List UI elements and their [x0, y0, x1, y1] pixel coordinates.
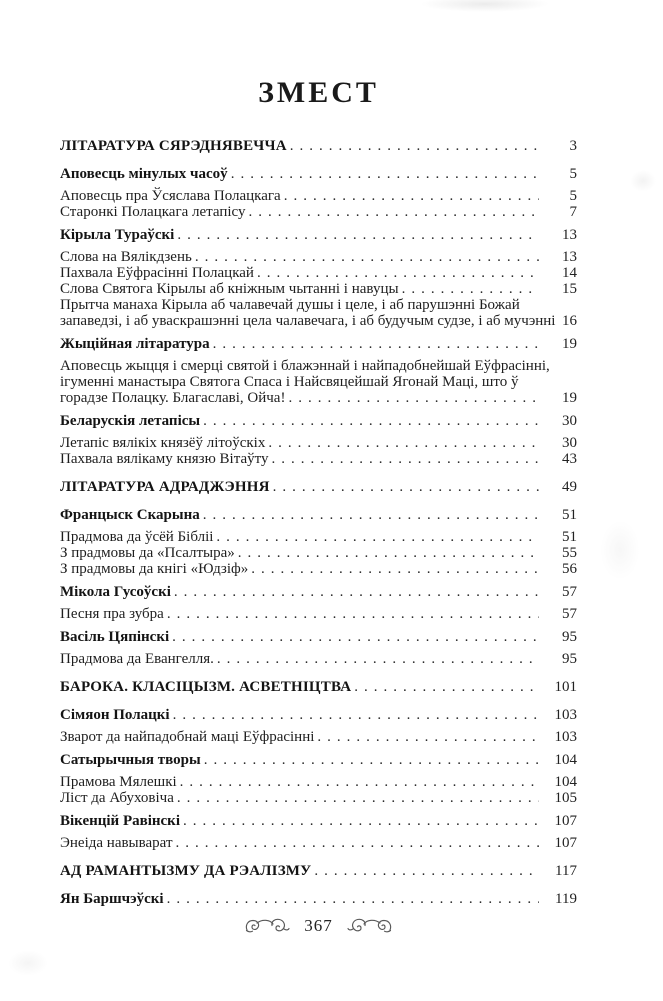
dot-leader [176, 835, 539, 851]
entry-page-number: 55 [562, 545, 577, 561]
dot-leader [172, 629, 539, 645]
dot-leader [249, 204, 539, 220]
page-title: ЗМЕСТ [258, 76, 379, 109]
entry-label: Беларускія летапісы [60, 413, 201, 429]
entry-label: Мікола Гусоўскі [60, 584, 171, 600]
entry-page-number: 101 [554, 679, 577, 695]
toc-entry [60, 545, 577, 561]
entry-label: запаведзі, і аб уваскрашэнні цела чалавечага, і аб будучым судзе, і аб мучэнні [60, 313, 556, 329]
dot-leader [402, 281, 539, 297]
entry-label: Прадмова да ўсёй Бібліі [60, 529, 214, 545]
dot-leader [204, 752, 539, 768]
toc-entry [60, 413, 577, 429]
dot-leader [213, 336, 539, 352]
dot-leader [195, 249, 539, 265]
entry-label: Жыційная літаратура [60, 336, 210, 352]
dot-leader [203, 413, 539, 429]
entry-label: Слова на Вялікдзень [60, 249, 192, 265]
entry-label: горадзе Полацку. Благаславі, Ойча! [60, 390, 286, 406]
toc-entry [60, 281, 577, 297]
entry-page-number: 3 [569, 138, 577, 154]
entry-page-number: 103 [554, 707, 577, 723]
entry-label: Сатырычныя творы [60, 752, 201, 768]
dot-leader [216, 529, 539, 545]
toc-entry [60, 166, 577, 182]
dot-leader [251, 561, 539, 577]
toc-entry-continuation: Аповесць жыцця і смерці святой і блажэннай і найпадобнейшай Еўфрасінні, [60, 358, 550, 374]
dot-leader [314, 863, 539, 879]
dot-leader [290, 138, 539, 154]
toc-entry [60, 188, 577, 204]
entry-page-number: 16 [562, 313, 577, 329]
toc-entry [60, 651, 577, 667]
toc-entry [60, 679, 577, 695]
toc-entry [60, 265, 577, 281]
entry-page-number: 51 [562, 507, 577, 523]
entry-page-number: 30 [562, 435, 577, 451]
toc-entry [60, 584, 577, 600]
entry-page-number: 15 [562, 281, 577, 297]
entry-label: Ян Баршчэўскі [60, 891, 164, 907]
entry-page-number: 57 [562, 606, 577, 622]
dot-leader [167, 606, 539, 622]
entry-label: Францыск Скарына [60, 507, 200, 523]
entry-page-number: 107 [554, 835, 577, 851]
toc-entry [60, 752, 577, 768]
toc-entry [60, 529, 577, 545]
entry-label: Энеіда навыварат [60, 835, 173, 851]
dot-leader [268, 435, 539, 451]
entry-label: Вікенцій Равінскі [60, 813, 180, 829]
toc-entry [60, 729, 577, 745]
entry-page-number: 13 [562, 227, 577, 243]
dot-leader [183, 813, 539, 829]
toc-entry-continuation: Прытча манаха Кірыла аб чалавечай душы і целе, і аб парушэнні Божай [60, 297, 520, 313]
toc-entry [60, 629, 577, 645]
flourish-left-icon [244, 917, 290, 935]
entry-label: З прадмовы да кнігі «Юдзіф» [60, 561, 249, 577]
toc-entry [60, 479, 577, 495]
entry-page-number: 13 [562, 249, 577, 265]
toc-entry [60, 204, 577, 220]
toc-entry [60, 891, 577, 907]
entry-label: ЛІТАРАТУРА СЯРЭДНЯВЕЧЧА [60, 138, 287, 154]
page-footer [60, 916, 577, 936]
folio-page-number: 367 [304, 916, 333, 935]
toc-entry [60, 249, 577, 265]
dot-leader [273, 479, 539, 495]
entry-page-number: 104 [554, 774, 577, 790]
toc-entry [60, 336, 577, 352]
toc-entry [60, 790, 577, 806]
entry-label: Летапіс вялікіх князёў літоўскіх [60, 435, 266, 451]
entry-label: Аповесць пра Ўсяслава Полацкага [60, 188, 281, 204]
entry-label: Пахвала вялікаму князю Вітаўту [60, 451, 269, 467]
entry-page-number: 19 [562, 390, 577, 406]
entry-page-number: 30 [562, 413, 577, 429]
dot-leader [167, 891, 539, 907]
entry-label: Аповесць мінулых часоў [60, 166, 228, 182]
entry-page-number: 107 [554, 813, 577, 829]
toc-entry [60, 227, 577, 243]
toc-entry [60, 435, 577, 451]
toc-entry [60, 390, 577, 406]
toc-entry [60, 606, 577, 622]
dot-leader [257, 265, 539, 281]
entry-page-number: 14 [562, 265, 577, 281]
dot-leader [177, 790, 539, 806]
entry-label: Пахвала Еўфрасінні Полацкай [60, 265, 254, 281]
entry-page-number: 56 [562, 561, 577, 577]
entry-page-number: 95 [562, 651, 577, 667]
toc-entry [60, 707, 577, 723]
dot-leader [231, 166, 539, 182]
entry-page-number: 51 [562, 529, 577, 545]
dot-leader [354, 679, 539, 695]
entry-page-number: 7 [569, 204, 577, 220]
dot-leader [203, 507, 539, 523]
dot-leader [174, 584, 539, 600]
entry-page-number: 95 [562, 629, 577, 645]
toc-entry [60, 138, 577, 154]
dot-leader [177, 227, 539, 243]
dot-leader [271, 451, 539, 467]
entry-label: Сімяон Полацкі [60, 707, 170, 723]
toc-entry [60, 561, 577, 577]
entry-page-number: 57 [562, 584, 577, 600]
scan-smudge [420, 0, 550, 12]
entry-label: Ліст да Абуховіча [60, 790, 174, 806]
entry-label: Прамова Мялешкі [60, 774, 177, 790]
scan-smudge [600, 520, 640, 580]
dot-leader [284, 188, 539, 204]
toc-entry [60, 313, 577, 329]
dot-leader [238, 545, 539, 561]
scan-smudge [630, 170, 656, 192]
dot-leader [173, 707, 539, 723]
toc-list [60, 126, 577, 913]
entry-page-number: 5 [569, 188, 577, 204]
flourish-right-icon [347, 917, 393, 935]
entry-label: З прадмовы да «Псалтыра» [60, 545, 235, 561]
dot-leader [288, 390, 539, 406]
dot-leader [317, 729, 539, 745]
entry-label: Старонкі Полацкага летапісу [60, 204, 246, 220]
entry-label: Кірыла Тураўскі [60, 227, 175, 243]
entry-label: Зварот да найпадобнай маці Еўфрасінні [60, 729, 315, 745]
entry-page-number: 105 [554, 790, 577, 806]
toc-entry-continuation: ігуменні манастыра Святога Спаса і Найсвяцейшай Ягонай Маці, што ў [60, 374, 519, 390]
toc-entry [60, 863, 577, 879]
entry-page-number: 43 [562, 451, 577, 467]
entry-page-number: 104 [554, 752, 577, 768]
entry-label: Слова Святога Кірылы аб кніжным чытанні і навуцы [60, 281, 399, 297]
entry-page-number: 119 [555, 891, 577, 907]
entry-label: ЛІТАРАТУРА АДРАДЖЭННЯ [60, 479, 270, 495]
toc-entry [60, 451, 577, 467]
dot-leader [217, 651, 539, 667]
toc-entry [60, 835, 577, 851]
scan-smudge [8, 950, 48, 976]
entry-page-number: 117 [555, 863, 577, 879]
entry-label: Васіль Цяпінскі [60, 629, 170, 645]
entry-label: Прадмова да Евангелля. [60, 651, 214, 667]
entry-page-number: 19 [562, 336, 577, 352]
toc-entry [60, 774, 577, 790]
entry-label: БАРОКА. КЛАСІЦЫЗМ. АСВЕТНІЦТВА [60, 679, 352, 695]
toc-entry [60, 507, 577, 523]
dot-leader [180, 774, 539, 790]
entry-page-number: 49 [562, 479, 577, 495]
entry-label: Песня пра зубра [60, 606, 164, 622]
entry-page-number: 103 [554, 729, 577, 745]
entry-label: АД РАМАНТЫЗМУ ДА РЭАЛІЗМУ [60, 863, 312, 879]
toc-entry [60, 813, 577, 829]
entry-page-number: 5 [569, 166, 577, 182]
